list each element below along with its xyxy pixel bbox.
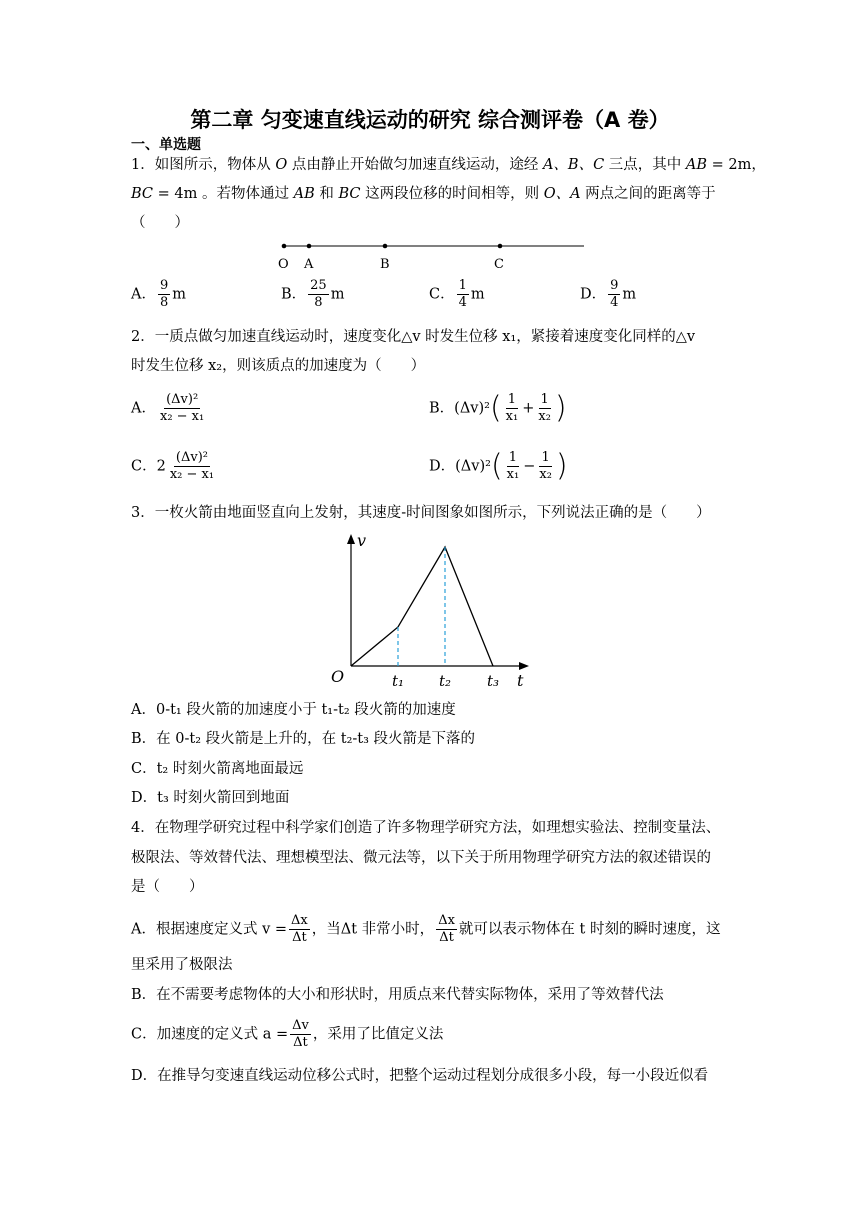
q1-dot-a <box>307 244 312 249</box>
q4-option-a-cont: 里采用了极限法 <box>131 957 233 973</box>
fraction: $\frac{\text{(Δv)²}}{\text{x₂ − x₁}}$ <box>159 392 205 424</box>
q4-stem-line3: 是（ ） <box>131 879 204 895</box>
q2-option-b[interactable]: B．(Δv)²( $\frac{1}{\text{x₁}}$ + $\frac{1}{\text{x₂}}$ ) <box>429 390 567 426</box>
y-axis-arrow <box>347 534 355 544</box>
q1-text: 三点，其中 <box>604 157 686 173</box>
q1-segment-bc: BC <box>131 186 154 202</box>
q3-option-d[interactable]: D．t₃ 时刻火箭回到地面 <box>131 790 290 806</box>
q1-points: A、B、C <box>542 157 605 173</box>
q1-text: = 2m， <box>707 157 766 173</box>
t1-label: t₁ <box>392 672 405 690</box>
fraction: $\frac{1}{\text{x₂}}$ <box>539 450 552 482</box>
q1-text: 1．如图所示，物体从 <box>131 157 276 173</box>
page-title: 第二章 匀变速直线运动的研究 综合测评卷（A 卷） <box>190 108 670 132</box>
q1-option-b[interactable]: B． $\frac{25}{8}$ m <box>281 278 345 310</box>
fraction: $\frac{1}{\text{x₂}}$ <box>538 392 551 424</box>
q1-label-b: B <box>380 257 390 272</box>
fraction: $\frac{\text{(Δv)²}}{\text{x₂ − x₁}}$ <box>169 450 215 482</box>
fraction: $\frac{9}{4}$ <box>610 278 619 310</box>
q1-line-diagram <box>270 236 590 272</box>
q1-points-oa: O、A <box>543 186 581 202</box>
fraction: $\frac{\Delta v}{\Delta t}$ <box>292 1018 309 1050</box>
q1-text: = 4m 。若物体通过 <box>153 186 294 202</box>
q1-text: 和 <box>314 186 339 202</box>
q1-text: 这两段位移的时间相等，则 <box>360 186 544 202</box>
q1-stem-line2 <box>131 184 716 204</box>
q1-text: 点由静止开始做匀加速直线运动，途经 <box>287 157 543 173</box>
fraction: $\frac{1}{\text{x₁}}$ <box>506 450 520 482</box>
q1-option-d[interactable]: D． $\frac{9}{4}$ m <box>580 278 637 310</box>
q3-vt-graph <box>325 530 535 692</box>
q4-option-d[interactable]: D．在推导匀变速直线运动位移公式时，把整个运动过程划分成很多小段，每一小段近似看 <box>131 1068 709 1084</box>
fraction: $\frac{1}{\text{x₁}}$ <box>505 392 519 424</box>
q1-option-a[interactable]: A． $\frac{9}{8}$ m <box>131 278 187 310</box>
fraction: $\frac{\Delta x}{\Delta t}$ <box>438 913 455 945</box>
t2-label: t₂ <box>439 672 452 690</box>
q1-segment-ab: AB <box>685 157 708 173</box>
q1-option-c[interactable]: C． $\frac{1}{4}$ m <box>429 278 485 310</box>
x-axis-arrow <box>519 662 529 670</box>
t3-label: t₃ <box>487 672 500 690</box>
fraction: $\frac{1}{4}$ <box>458 278 467 310</box>
q2-option-c[interactable]: C．2 $\frac{\text{(Δv)²}}{\text{x₂ − x₁}}$ <box>131 450 215 482</box>
q1-segment-ab: AB <box>293 186 315 202</box>
origin-label: O <box>331 667 345 686</box>
q2-stem-line1: 2．一质点做匀加速直线运动时，速度变化△v 时发生位移 x₁，紧接着速度变化同样的△v <box>131 329 696 345</box>
q2-option-a[interactable]: A． $\frac{\text{(Δv)²}}{\text{x₂ − x₁}}$ <box>131 392 205 424</box>
q4-stem-line2: 极限法、等效替代法、理想模型法、微元法等，以下关于所用物理学研究方法的叙述错误的 <box>131 850 711 866</box>
q4-stem-line1: 4．在物理学研究过程中科学家们创造了许多物理学研究方法，如理想实验法、控制变量法、 <box>131 820 721 836</box>
q2-option-d[interactable]: D．(Δv)²( $\frac{1}{\text{x₁}}$ − $\frac{1}{\text{x₂}}$ ) <box>429 448 568 484</box>
q1-point-o: O <box>275 157 288 173</box>
q2-stem-line2: 时发生位移 x₂，则该质点的加速度为（ ） <box>131 358 426 374</box>
fraction: $\frac{25}{8}$ <box>310 278 327 310</box>
velocity-curve <box>351 547 493 666</box>
q4-option-a[interactable]: A．根据速度定义式 v = $\frac{\Delta x}{\Delta t}$ ，当Δt 非常小时， $\frac{\Delta x}{\Delta t}$ 就可以表示物体在 t 时刻的瞬时速度，这 <box>131 913 721 945</box>
section-heading: 一、单选题 <box>131 137 201 153</box>
fraction: $\frac{9}{8}$ <box>159 278 169 310</box>
q1-label-o: O <box>278 257 289 272</box>
q1-label-a: A <box>304 257 314 272</box>
q1-answer-paren: （ ） <box>131 215 189 231</box>
q3-option-b[interactable]: B．在 0-t₂ 段火箭是上升的，在 t₂-t₃ 段火箭是下落的 <box>131 731 476 747</box>
q3-option-c[interactable]: C．t₂ 时刻火箭离地面最远 <box>131 761 304 777</box>
q3-option-a[interactable]: A．0-t₁ 段火箭的加速度小于 t₁-t₂ 段火箭的加速度 <box>131 702 456 718</box>
q1-dot-b <box>383 244 388 249</box>
y-axis-label: v <box>357 531 367 550</box>
q1-stem-line1 <box>131 155 766 175</box>
fraction: $\frac{\Delta x}{\Delta t}$ <box>291 913 308 945</box>
q3-stem: 3．一枚火箭由地面竖直向上发射，其速度-时间图象如图所示，下列说法正确的是（ ） <box>131 505 711 521</box>
q1-dot-c <box>498 244 503 249</box>
q1-label-c: C <box>494 257 504 272</box>
q4-option-b[interactable]: B．在不需要考虑物体的大小和形状时，用质点来代替实际物体，采用了等效替代法 <box>131 987 664 1003</box>
q1-text: 两点之间的距离等于 <box>580 186 716 202</box>
q1-segment-bc: BC <box>338 186 361 202</box>
q4-option-c[interactable]: C．加速度的定义式 a = $\frac{\Delta v}{\Delta t}$ ，采用了比值定义法 <box>131 1018 444 1050</box>
x-axis-label: t <box>517 671 524 690</box>
q1-dot-o <box>282 244 287 249</box>
